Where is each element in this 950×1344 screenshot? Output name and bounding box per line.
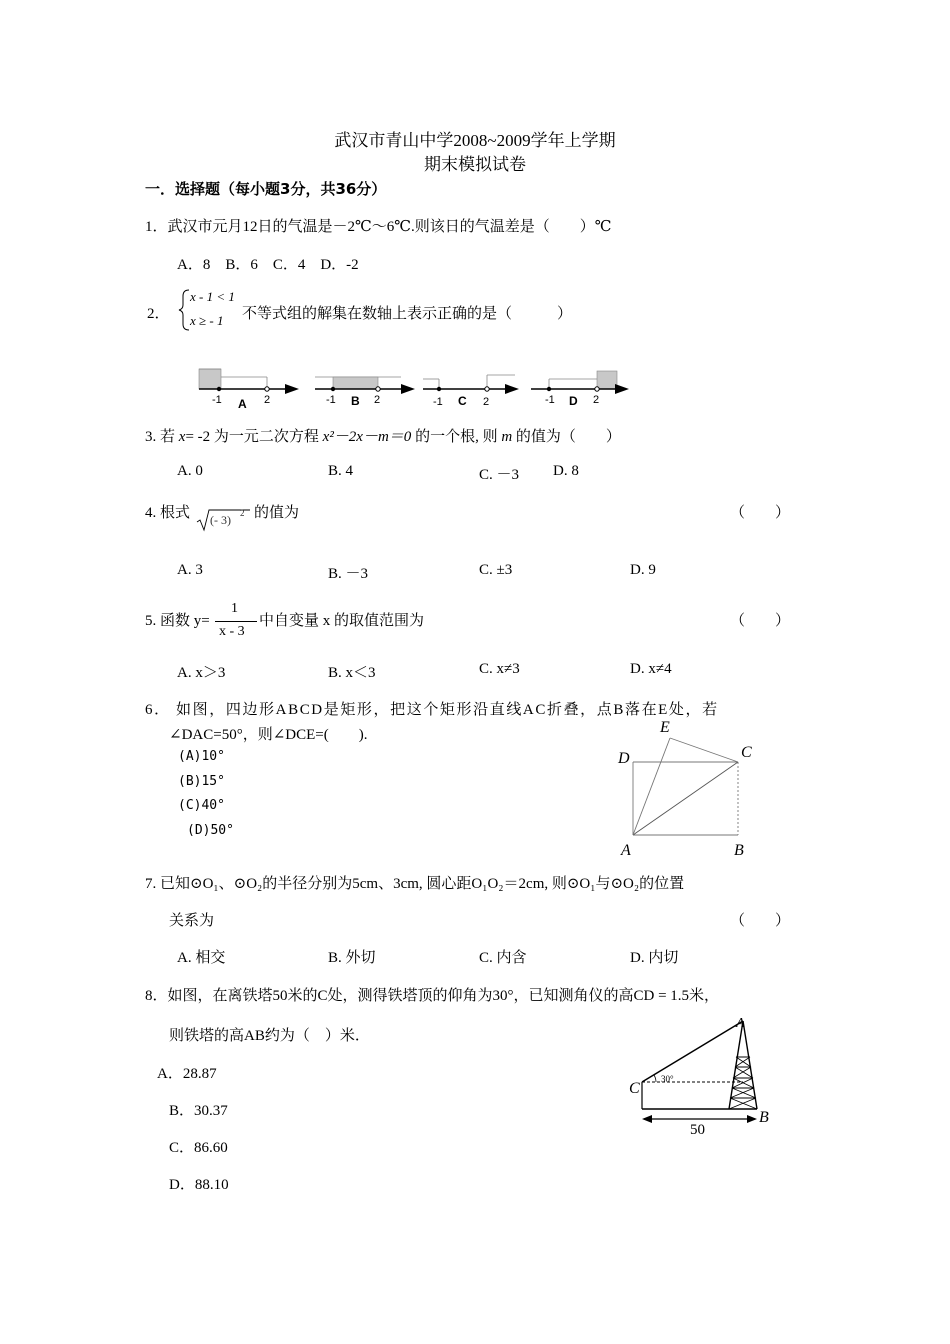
q3-stem-a: 3. 若 (145, 429, 179, 445)
q5-stem-b: 中自变量 x 的取值范围为 (259, 613, 425, 629)
q6-label-d: D (618, 750, 630, 767)
q6-option-a: (A)10° (178, 749, 225, 764)
q7-answer-paren: （ ） (730, 913, 791, 929)
q7-option-c: C. 内含 (479, 950, 527, 966)
nl-b-right: 2 (374, 394, 381, 406)
q8-label-a: A (736, 1016, 745, 1031)
q2-number: 2． (147, 306, 170, 322)
nl-a-left: -1 (212, 394, 222, 406)
q7-line1: 7. 已知⊙O₁、⊙O₂的半径分别为5cm、3cm, 圆心距O₁O₂＝2cm, 则⊙O₁与⊙O₂的位置 (145, 876, 685, 892)
q8-option-a: A．28.87 (157, 1066, 217, 1082)
q7-option-d: D. 内切 (630, 950, 679, 966)
q3-stem-b: = -2 为一元二次方程 (185, 429, 323, 445)
q2-inequality-2: x ≥ - 1 (190, 313, 224, 328)
q5-stem-a: 5. 函数 y= (145, 613, 210, 629)
q3-var-x: x (178, 429, 186, 445)
q6-line1: 6． 如图，四边形ABCD是矩形，把这个矩形沿直线AC折叠，点B落在E处，若 (145, 702, 719, 718)
q6-label-e: E (660, 719, 670, 736)
q6-label-b: B (734, 842, 744, 859)
nl-d-label: D (569, 394, 578, 408)
q4-option-d: D. 9 (630, 562, 656, 578)
nl-b-label: B (351, 394, 360, 408)
q5-option-d: D. x≠4 (630, 661, 672, 677)
q1-stem: 1．武汉市元月12日的气温是－2℃～6℃.则该日的气温差是（ ）℃ (145, 219, 612, 235)
q8-line2: 则铁塔的高AB约为（ ）米． (169, 1028, 370, 1044)
q4-option-c: C. ±3 (479, 562, 513, 578)
q6-label-a: A (621, 842, 631, 859)
q8-label-b: B (759, 1109, 769, 1126)
q4-option-a: A. 3 (177, 562, 203, 578)
number-line-c (423, 375, 519, 394)
nl-d-left: -1 (545, 394, 555, 406)
nl-c-left: -1 (433, 396, 443, 408)
nl-d-right: 2 (593, 394, 600, 406)
section-heading: 一．选择题（每小题3分，共36分） (145, 180, 387, 198)
q7-option-a: A. 相交 (177, 950, 226, 966)
q4-stem-a: 4. 根式 (145, 505, 191, 521)
q5-answer-paren: （ ） (730, 613, 791, 629)
q6-option-b: (B)15° (178, 774, 225, 789)
number-line-a (199, 369, 299, 394)
q3-option-c: C. －3 (479, 467, 520, 483)
q3-stem-e: 的值为（ ） (512, 429, 621, 445)
q3-equation: x²－2x－m＝0 (322, 429, 412, 445)
q7-line2: 关系为 (169, 913, 215, 929)
nl-c-label: C (458, 394, 467, 408)
q8-line1: 8．如图，在离铁塔50米的C处，测得铁塔顶的仰角为30°，已知测角仪的高CD = 1.5米， (145, 988, 720, 1004)
q4-radicand: (- 3) (210, 513, 231, 527)
q5-numerator: 1 (231, 601, 238, 616)
q5-option-c: C. x≠3 (479, 661, 520, 677)
q2-inequality-1: x - 1 < 1 (190, 289, 235, 304)
q8-option-d: D．88.10 (169, 1177, 229, 1193)
exam-title: 武汉市青山中学2008~2009学年上学期 (334, 131, 616, 150)
nl-a-right: 2 (264, 394, 271, 406)
fraction-bar (215, 621, 257, 622)
exam-subtitle: 期末模拟试卷 (424, 155, 526, 174)
q3-var-m: m (501, 429, 513, 445)
q8-distance-label: 50 (690, 1122, 705, 1138)
q3-stem (145, 425, 621, 446)
q5-option-a: A. x＞3 (177, 665, 226, 681)
q8-option-b: B．30.37 (169, 1103, 228, 1119)
q5-denominator: x - 3 (219, 624, 245, 639)
q8-label-c: C (629, 1080, 640, 1097)
q4-stem-b: 的值为 (254, 505, 300, 521)
q6-label-c: C (741, 744, 752, 761)
q4-option-b: B. －3 (328, 566, 369, 582)
number-line-b (315, 377, 415, 394)
q3-option-a: A. 0 (177, 463, 203, 479)
q5-option-b: B. x＜3 (328, 665, 376, 681)
q6-line2: ∠DAC=50°，则∠DCE=( ). (169, 727, 368, 743)
nl-b-left: -1 (326, 394, 336, 406)
tower-icon (729, 1021, 757, 1109)
q6-option-c: (C)40° (178, 798, 225, 813)
q8-option-c: C．86.60 (169, 1140, 228, 1156)
q3-option-d: D. 8 (553, 463, 579, 479)
q1-options: A．8 B．6 C．4 D．-2 (177, 257, 359, 273)
q2-stem: 不等式组的解集在数轴上表示正确的是（ ） (242, 306, 573, 322)
nl-c-right: 2 (483, 396, 490, 408)
q7-option-b: B. 外切 (328, 950, 376, 966)
nl-a-label: A (238, 397, 247, 411)
number-line-d (531, 371, 629, 394)
q6-option-d: (D)50° (187, 823, 234, 838)
q4-answer-paren: （ ） (730, 505, 791, 521)
q4-exponent: 2 (240, 508, 245, 518)
q3-option-b: B. 4 (328, 463, 354, 479)
q8-angle-label: 30° (661, 1074, 674, 1084)
q3-stem-d: 的一个根, 则 (411, 429, 502, 445)
